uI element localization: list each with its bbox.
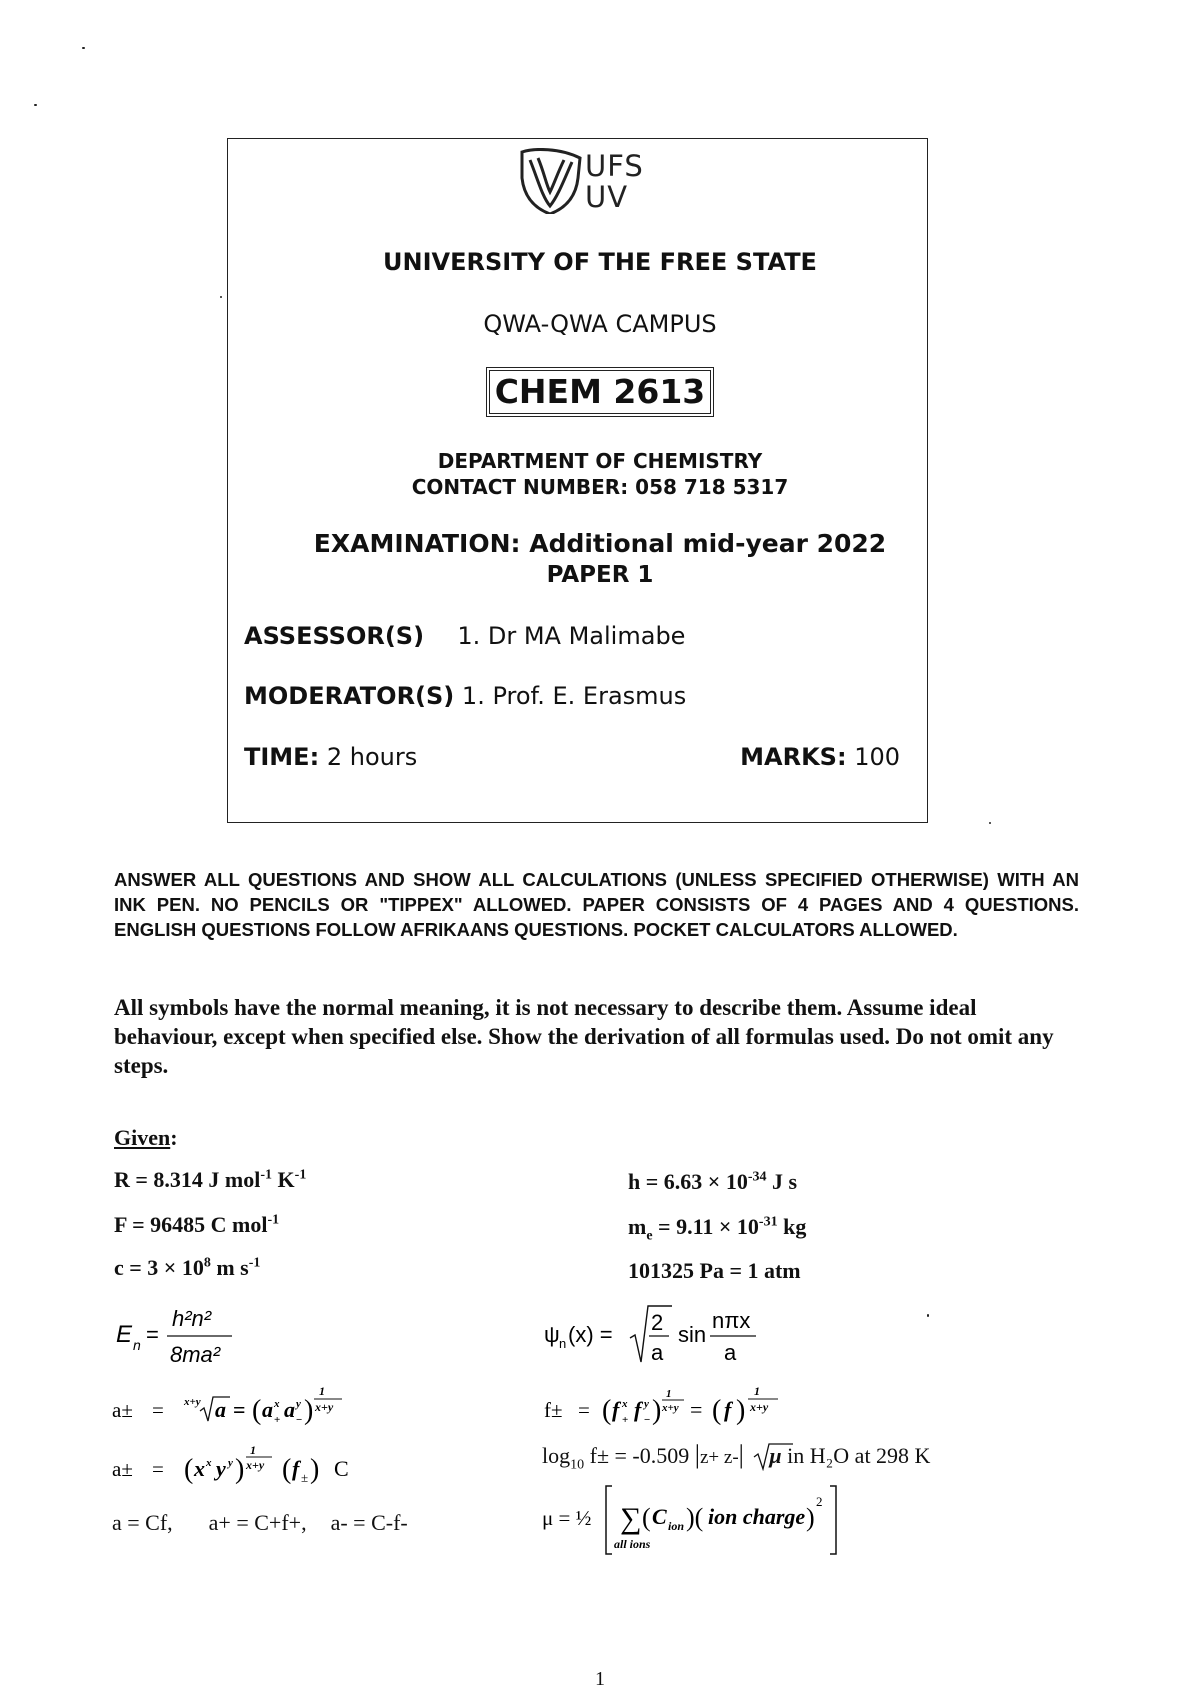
- exponent: -31: [758, 1214, 778, 1230]
- svg-text:x+y: x+y: [315, 1400, 334, 1414]
- svg-text:−: −: [296, 1414, 303, 1426]
- constant-symbol: c: [114, 1255, 124, 1280]
- constant-c: [114, 1255, 260, 1281]
- exponent: 8: [203, 1255, 211, 1271]
- mean-activity-coefficient-equation: [542, 1375, 802, 1433]
- eq-subscript: n: [559, 1336, 567, 1351]
- constant-F: [114, 1212, 279, 1238]
- svg-text:): ): [736, 1395, 746, 1426]
- constant-value: = 96485 C mol: [126, 1212, 268, 1237]
- eq-subscript: n: [133, 1337, 141, 1353]
- exam-instructions: ANSWER ALL QUESTIONS AND SHOW ALL CALCULATIONS (UNLESS SPECIFIED OTHERWISE) WITH AN INK PEN. NO PENCILS OR "TIPPEX" ALLOWED. PAPER CONSISTS OF 4 PAGES AND 4 QUESTIONS. ENGLISH QUESTIONS FOLLOW AFRIKAANS QUESTIONS. POCKET CALCULATORS ALLOWED.: [114, 869, 1079, 940]
- exponent: -1: [248, 1255, 261, 1271]
- eq-subscript: ion: [668, 1519, 685, 1533]
- scan-speck: [34, 104, 37, 106]
- svg-text:1: 1: [250, 1443, 256, 1457]
- svg-text:−: −: [644, 1414, 651, 1426]
- constant-value: = 9.11 × 10: [652, 1214, 759, 1239]
- eq-symbol: ψ: [544, 1322, 560, 1347]
- scan-speck: [82, 47, 85, 49]
- constant-unit: K: [272, 1167, 295, 1192]
- eq-symbol: E: [116, 1321, 133, 1348]
- exponent: -34: [747, 1169, 767, 1185]
- wavefunction-equation: [542, 1298, 762, 1370]
- constant-h: [628, 1169, 797, 1195]
- logo-text-line1: UFS: [585, 149, 644, 183]
- svg-text:): ): [310, 1454, 320, 1485]
- mean-activity-concentration-equation: [112, 1432, 372, 1490]
- svg-text:1: 1: [754, 1384, 760, 1398]
- eq-denominator: a: [651, 1340, 664, 1365]
- department-name: DEPARTMENT OF CHEMISTRY: [437, 449, 763, 473]
- svg-text:x: x: [622, 1398, 628, 1410]
- examination-title: EXAMINATION: Additional mid-year 2022: [313, 529, 887, 558]
- eq-condition: in H₂O at 298 K: [781, 1443, 931, 1468]
- eq-numerator: nπx: [712, 1308, 751, 1333]
- scan-speck: [220, 296, 222, 298]
- scan-speck: [989, 822, 991, 824]
- svg-text:1: 1: [319, 1384, 325, 1398]
- constant-symbol: h: [628, 1169, 641, 1194]
- eq-numerator: 2: [651, 1310, 664, 1335]
- svg-text:(: (: [252, 1395, 262, 1426]
- svg-text:): ): [806, 1503, 815, 1532]
- svg-text:f: f: [292, 1456, 300, 1481]
- given-colon: :: [170, 1125, 178, 1150]
- svg-text:f: f: [634, 1397, 642, 1422]
- constant-unit: kg: [777, 1214, 807, 1239]
- scan-speck: [927, 1314, 929, 1317]
- svg-text:1: 1: [666, 1388, 672, 1400]
- svg-text:a: a: [284, 1397, 295, 1422]
- eq-denominator: a: [724, 1340, 737, 1365]
- ionic-strength-equation: [542, 1478, 862, 1558]
- svg-text:x: x: [194, 1456, 205, 1481]
- moderator-value: 1. Prof. E. Erasmus: [461, 682, 687, 710]
- moderator-row: [244, 682, 686, 710]
- eq-charges: z+ z-: [699, 1447, 739, 1468]
- svg-text:+: +: [622, 1414, 629, 1426]
- given-heading: [114, 1125, 178, 1151]
- svg-text:): ): [235, 1454, 245, 1485]
- eq-log: log: [542, 1443, 571, 1468]
- constant-value: = 8.314 J mol: [129, 1167, 261, 1192]
- svg-text:a: a: [215, 1397, 226, 1422]
- given-label: Given: [114, 1125, 171, 1150]
- eq-ionic-strength: μ: [769, 1443, 782, 1468]
- eq-numerator: h²n²: [172, 1306, 212, 1331]
- assessor-value: 1. Dr MA Malimabe: [457, 622, 686, 650]
- constant-me: [628, 1214, 806, 1244]
- svg-text:a: a: [262, 1397, 273, 1422]
- svg-text:x+y: x+y: [662, 1402, 679, 1414]
- moderator-label: MODERATOR(S): [244, 682, 455, 710]
- page-number: 1: [595, 1668, 605, 1690]
- eq-sqrt: [753, 1443, 781, 1469]
- contact-number: CONTACT NUMBER: 058 718 5317: [411, 475, 789, 499]
- eq-activity-minus: a- = C-f-: [330, 1510, 408, 1535]
- constant-unit: m s: [210, 1255, 249, 1280]
- svg-text:x: x: [274, 1398, 280, 1410]
- eq-activity-plus: a+ = C+f+,: [208, 1510, 307, 1535]
- mean-activity-equation: [112, 1375, 372, 1433]
- energy-level-equation: [112, 1300, 242, 1372]
- svg-text:2: 2: [816, 1494, 823, 1509]
- constant-atm: 101325 Pa = 1 atm: [628, 1258, 801, 1283]
- svg-text:x+y: x+y: [184, 1396, 201, 1408]
- constant-symbol: F: [114, 1212, 127, 1237]
- svg-text:=: =: [690, 1397, 703, 1422]
- svg-text:+: +: [274, 1414, 281, 1426]
- constant-value: = 6.63 × 10: [640, 1169, 748, 1194]
- eq-concentration: C: [334, 1456, 349, 1481]
- eq-symbol: f±: [544, 1398, 563, 1422]
- constant-unit: J s: [766, 1169, 798, 1194]
- svg-text:±: ±: [301, 1470, 309, 1485]
- eq-value: f± = -0.509: [584, 1443, 695, 1468]
- exponent: -1: [267, 1212, 280, 1228]
- svg-text:): ): [304, 1395, 314, 1426]
- svg-text:=: =: [146, 1322, 159, 1347]
- constant-R: [114, 1167, 306, 1193]
- svg-text:x: x: [206, 1457, 212, 1469]
- assessor-label: ASSESSOR(S): [244, 622, 425, 650]
- svg-text:(: (: [602, 1395, 612, 1426]
- svg-text:=: =: [152, 1457, 164, 1481]
- constant-symbol: R: [114, 1167, 130, 1192]
- eq-symbol: a±: [112, 1457, 133, 1481]
- symbols-note: All symbols have the normal meaning, it is not necessary to describe them. Assume ideal behaviour, except when specified else. Show the derivation of all formulas used. Do not omit any steps.: [114, 995, 1054, 1078]
- eq-symbol: a±: [112, 1398, 133, 1422]
- subscript: e: [646, 1228, 653, 1244]
- svg-text:y: y: [216, 1456, 226, 1481]
- eq-symbol: μ = ½: [542, 1506, 592, 1530]
- paper-number: PAPER 1: [546, 562, 654, 588]
- svg-text:=: =: [233, 1397, 246, 1422]
- eq-sum-range: all ions: [614, 1537, 651, 1551]
- svg-text:y: y: [644, 1398, 649, 1410]
- svg-text:y: y: [228, 1457, 233, 1469]
- time-value: 2 hours: [326, 743, 418, 771]
- svg-text:C: C: [652, 1504, 667, 1529]
- svg-text:y: y: [296, 1398, 301, 1410]
- eq-subscript: 10: [570, 1457, 585, 1473]
- svg-text:): ): [652, 1395, 662, 1426]
- svg-text:=: =: [578, 1398, 590, 1422]
- svg-text:(: (: [712, 1395, 722, 1426]
- marks-label: MARKS:: [740, 743, 847, 771]
- exponent: -1: [260, 1167, 273, 1183]
- activity-relations: [112, 1510, 408, 1536]
- time-label: TIME:: [244, 743, 320, 771]
- svg-text:f: f: [612, 1397, 620, 1422]
- course-code: CHEM 2613: [489, 370, 712, 414]
- svg-text:x+y: x+y: [246, 1458, 265, 1472]
- svg-text:(: (: [282, 1454, 292, 1485]
- eq-charge: ion charge: [708, 1504, 806, 1529]
- svg-text:f: f: [724, 1397, 732, 1422]
- debye-huckel-equation: $\log_{10} f\pm = -0.509$ |z+ z-| μ in H₂O at 298 K: [542, 1440, 931, 1473]
- constant-symbol: m: [628, 1214, 647, 1239]
- eq-argument: (x) =: [568, 1322, 613, 1347]
- eq-activity: a = Cf,: [112, 1510, 173, 1535]
- marks-value: 100: [854, 743, 900, 771]
- svg-text:)(: )(: [686, 1503, 704, 1532]
- svg-text:(: (: [642, 1503, 651, 1532]
- eq-denominator: 8ma²: [170, 1342, 221, 1367]
- logo-text-line2: UV: [585, 180, 629, 214]
- time-row: [244, 743, 417, 771]
- university-name: UNIVERSITY OF THE FREE STATE: [383, 248, 817, 276]
- eq-sign: =: [152, 1398, 164, 1422]
- constant-value: = 3 × 10: [123, 1255, 204, 1280]
- eq-function: sin: [678, 1322, 707, 1347]
- campus-name: QWA-QWA CAMPUS: [483, 310, 717, 338]
- assessor-row: [244, 622, 685, 650]
- marks-row: [740, 743, 900, 771]
- exponent: -1: [294, 1167, 307, 1183]
- svg-text:x+y: x+y: [750, 1400, 769, 1414]
- svg-text:(: (: [184, 1454, 194, 1485]
- eq-sum: ∑: [620, 1502, 642, 1535]
